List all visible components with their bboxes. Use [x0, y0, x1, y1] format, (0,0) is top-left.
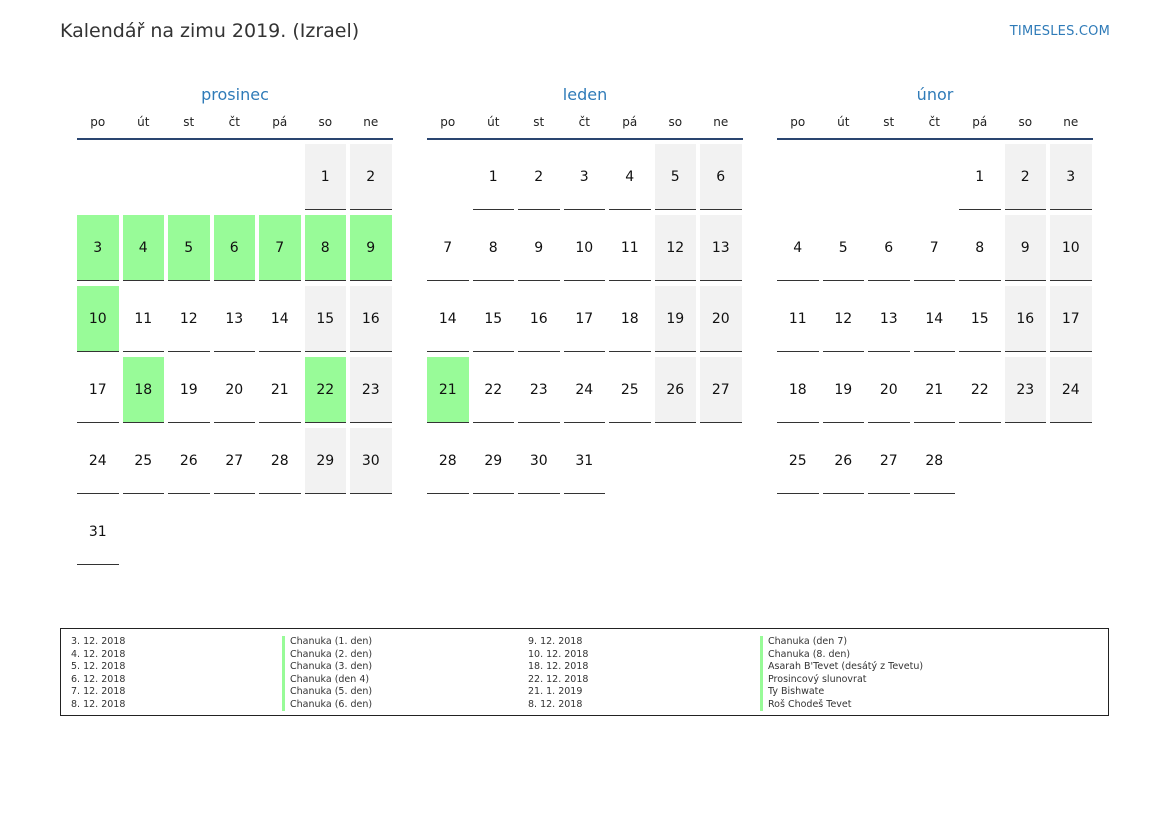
month-name: leden — [562, 85, 608, 104]
legend-holiday: Asarah B'Tevet (desátý z Tevetu) — [760, 661, 923, 674]
day-cell: 20 — [214, 357, 256, 423]
empty-cell — [868, 144, 910, 210]
day-cell: 4 — [609, 144, 651, 210]
legend-date: 5. 12. 2018 — [71, 661, 126, 672]
legend-holiday: Chanuka (2. den) — [282, 649, 372, 662]
day-cell: 16 — [1005, 286, 1047, 352]
legend-date: 6. 12. 2018 — [71, 673, 126, 685]
weekday-header — [77, 114, 393, 140]
day-cell: 3 — [77, 215, 119, 281]
day-cell: 17 — [1050, 286, 1092, 352]
day-cell: 8 — [473, 215, 515, 281]
day-cell: 16 — [518, 286, 560, 352]
legend-holiday: Chanuka (5. den) — [282, 686, 372, 699]
day-cell: 19 — [655, 286, 697, 352]
day-cell: 9 — [350, 215, 392, 281]
day-cell: 18 — [609, 286, 651, 352]
weekday-label: čt — [928, 115, 940, 129]
empty-cell — [427, 144, 469, 210]
day-cell: 15 — [959, 286, 1001, 352]
day-cell: 11 — [609, 215, 651, 281]
day-cell: 13 — [700, 215, 742, 281]
empty-cell — [823, 144, 865, 210]
legend-holiday: Chanuka (6. den) — [282, 699, 372, 712]
day-cell: 11 — [123, 286, 165, 352]
weekday-label: ne — [713, 115, 729, 129]
day-cell: 21 — [914, 357, 956, 423]
day-cell: 18 — [777, 357, 819, 423]
day-cell: 7 — [914, 215, 956, 281]
day-cell: 7 — [259, 215, 301, 281]
day-cell: 1 — [473, 144, 515, 210]
empty-cell — [123, 144, 165, 210]
day-cell: 16 — [350, 286, 392, 352]
day-cell: 26 — [168, 428, 210, 494]
day-cell: 28 — [914, 428, 956, 494]
legend-date: 7. 12. 2018 — [71, 686, 126, 697]
legend-holiday: Chanuka (8. den) — [760, 649, 923, 662]
day-cell: 5 — [823, 215, 865, 281]
legend-holiday: Chanuka (den 4) — [282, 674, 372, 687]
weekday-label: st — [533, 115, 545, 129]
day-cell: 13 — [214, 286, 256, 352]
weekday-label: pá — [972, 115, 988, 129]
day-cell: 23 — [1005, 357, 1047, 423]
day-cell: 24 — [1050, 357, 1092, 423]
legend-date: 18. 12. 2018 — [528, 661, 589, 672]
weekday-label: ne — [1063, 115, 1079, 129]
weekday-label: pá — [622, 115, 638, 129]
weekday-label: čt — [228, 115, 240, 129]
day-cell: 25 — [609, 357, 651, 423]
legend-holiday: Roš Chodeš Tevet — [760, 699, 923, 712]
day-cell: 29 — [305, 428, 347, 494]
day-cell: 3 — [1050, 144, 1092, 210]
site-link[interactable]: TIMESLES.COM — [1009, 24, 1110, 39]
day-cell: 1 — [305, 144, 347, 210]
empty-cell — [914, 144, 956, 210]
legend-date: 8. 12. 2018 — [71, 698, 126, 710]
weekday-header — [427, 114, 743, 140]
day-cell: 25 — [123, 428, 165, 494]
day-cell: 9 — [1005, 215, 1047, 281]
day-cell: 4 — [777, 215, 819, 281]
weekday-label: so — [318, 115, 333, 129]
legend-date: 10. 12. 2018 — [528, 648, 589, 660]
day-cell: 30 — [518, 428, 560, 494]
day-cell: 2 — [518, 144, 560, 210]
month-january — [427, 84, 743, 494]
weekday-label: čt — [578, 115, 590, 129]
day-cell: 21 — [259, 357, 301, 423]
holiday-legend — [60, 628, 1109, 716]
day-cell: 31 — [77, 499, 119, 565]
day-cell: 4 — [123, 215, 165, 281]
legend-dates — [528, 636, 588, 711]
weekday-label: so — [1018, 115, 1033, 129]
weekday-label: út — [137, 115, 150, 129]
day-cell: 15 — [473, 286, 515, 352]
days-grid — [77, 144, 393, 565]
legend-dates — [71, 636, 125, 711]
day-cell: 2 — [1005, 144, 1047, 210]
day-cell: 5 — [168, 215, 210, 281]
weekday-label: po — [90, 115, 106, 129]
legend-holiday: Chanuka (3. den) — [282, 661, 372, 674]
legend-names — [760, 636, 923, 711]
day-cell: 27 — [700, 357, 742, 423]
empty-cell — [168, 144, 210, 210]
month-name: únor — [916, 85, 954, 104]
weekday-label: po — [440, 115, 456, 129]
legend-holiday: Chanuka (den 7) — [760, 636, 923, 649]
empty-cell — [259, 144, 301, 210]
day-cell: 24 — [77, 428, 119, 494]
month-december — [77, 84, 393, 565]
legend-holiday: Ty Bishwate — [760, 686, 923, 699]
day-cell: 10 — [77, 286, 119, 352]
legend-date: 21. 1. 2019 — [528, 686, 583, 697]
day-cell: 11 — [777, 286, 819, 352]
day-cell: 23 — [350, 357, 392, 423]
weekday-label: st — [183, 115, 195, 129]
day-cell: 6 — [868, 215, 910, 281]
day-cell: 22 — [959, 357, 1001, 423]
legend-date: 9. 12. 2018 — [528, 636, 583, 647]
day-cell: 6 — [700, 144, 742, 210]
day-cell: 6 — [214, 215, 256, 281]
day-cell: 27 — [868, 428, 910, 494]
day-cell: 28 — [259, 428, 301, 494]
day-cell: 10 — [1050, 215, 1092, 281]
day-cell: 3 — [564, 144, 606, 210]
legend-names — [282, 636, 372, 711]
weekday-header — [777, 114, 1093, 140]
legend-date: 4. 12. 2018 — [71, 648, 126, 660]
day-cell: 12 — [168, 286, 210, 352]
day-cell: 14 — [259, 286, 301, 352]
days-grid — [427, 144, 743, 494]
day-cell: 19 — [168, 357, 210, 423]
empty-cell — [214, 144, 256, 210]
day-cell: 18 — [123, 357, 165, 423]
month-name: prosinec — [201, 85, 269, 104]
day-cell: 15 — [305, 286, 347, 352]
day-cell: 24 — [564, 357, 606, 423]
day-cell: 2 — [350, 144, 392, 210]
day-cell: 7 — [427, 215, 469, 281]
legend-date: 22. 12. 2018 — [528, 673, 589, 685]
day-cell: 19 — [823, 357, 865, 423]
weekday-label: pá — [272, 115, 288, 129]
empty-cell — [777, 144, 819, 210]
day-cell: 12 — [823, 286, 865, 352]
day-cell: 29 — [473, 428, 515, 494]
month-february — [777, 84, 1093, 494]
day-cell: 28 — [427, 428, 469, 494]
weekday-label: so — [668, 115, 683, 129]
day-cell: 31 — [564, 428, 606, 494]
day-cell: 14 — [427, 286, 469, 352]
day-cell: 1 — [959, 144, 1001, 210]
day-cell: 21 — [427, 357, 469, 423]
day-cell: 17 — [564, 286, 606, 352]
day-cell: 20 — [868, 357, 910, 423]
legend-date: 8. 12. 2018 — [528, 698, 583, 710]
day-cell: 25 — [777, 428, 819, 494]
day-cell: 22 — [305, 357, 347, 423]
legend-date: 3. 12. 2018 — [71, 636, 126, 647]
weekday-label: po — [790, 115, 806, 129]
legend-holiday: Prosincový slunovrat — [760, 674, 923, 687]
empty-cell — [77, 144, 119, 210]
day-cell: 12 — [655, 215, 697, 281]
day-cell: 13 — [868, 286, 910, 352]
day-cell: 20 — [700, 286, 742, 352]
day-cell: 26 — [823, 428, 865, 494]
days-grid — [777, 144, 1093, 494]
weekday-label: út — [837, 115, 850, 129]
weekday-label: ne — [363, 115, 379, 129]
day-cell: 10 — [564, 215, 606, 281]
day-cell: 8 — [959, 215, 1001, 281]
day-cell: 23 — [518, 357, 560, 423]
day-cell: 30 — [350, 428, 392, 494]
day-cell: 14 — [914, 286, 956, 352]
day-cell: 8 — [305, 215, 347, 281]
day-cell: 26 — [655, 357, 697, 423]
day-cell: 9 — [518, 215, 560, 281]
day-cell: 27 — [214, 428, 256, 494]
page-title: Kalendář na zimu 2019. (Izrael) — [60, 20, 360, 42]
legend-holiday: Chanuka (1. den) — [282, 636, 372, 649]
day-cell: 17 — [77, 357, 119, 423]
day-cell: 5 — [655, 144, 697, 210]
weekday-label: st — [883, 115, 895, 129]
weekday-label: út — [487, 115, 500, 129]
day-cell: 22 — [473, 357, 515, 423]
